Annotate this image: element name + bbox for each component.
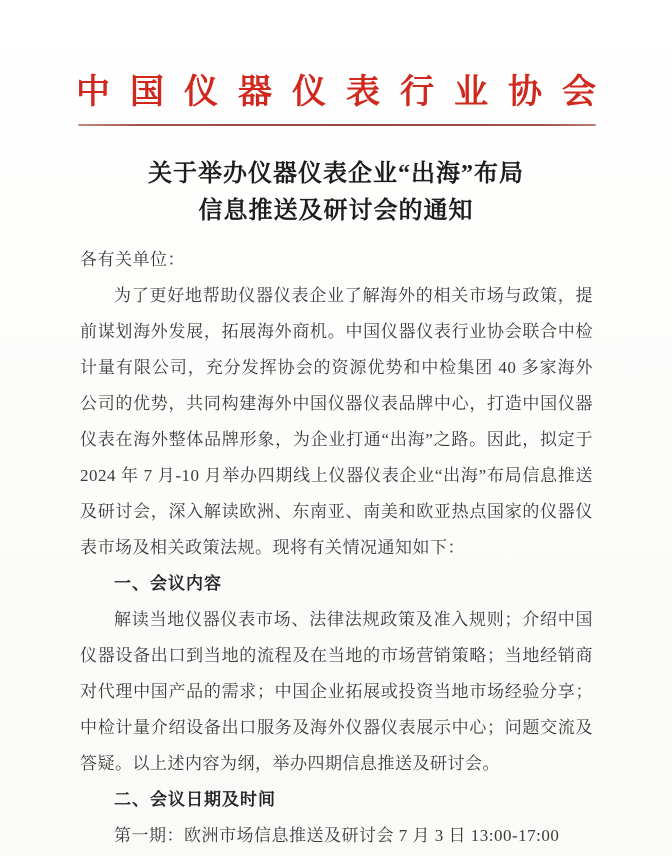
notice-title-line1: 关于举办仪器仪表企业“出海”布局 <box>148 161 524 187</box>
section-2-heading: 二、会议日期及时间 <box>114 790 276 809</box>
org-title: 中国仪器仪表行业协会 <box>76 74 616 111</box>
salutation: 各有关单位： <box>80 250 185 269</box>
intro-paragraph: 为了更好地帮助仪器仪表企业了解海外的相关市场与政策，提前谋划海外发展，拓展海外商机。中国仪器仪表行业协会联合中检计量有限公司，充分发挥协会的资源优势和中检集团 40 多家海外公司的优势，共同构建海外中国仪器仪表品牌中心，打造中国仪器仪表在海外整体品牌形象，为企业打通“出海”之路。因此，拟定于 2024 年 7 月-10 月举办四期线上仪器仪表企业“出海”布局信息推送及研讨会，深入解读欧洲、东南亚、南美和欧亚热点国家的仪器仪表市场及相关政策法规。现将有关情况通知如下： <box>80 286 593 557</box>
session-1-item: 第一期：欧洲市场信息推送及研讨会 7 月 3 日 13:00-17:00 <box>114 826 560 845</box>
section-1-heading: 一、会议内容 <box>114 574 222 593</box>
section-1-paragraph: 解读当地仪器仪表市场、法律法规政策及准入规则；介绍中国仪器设备出口到当地的流程及在当地的市场营销策略；当地经销商对代理中国产品的需求；中国企业拓展或投资当地市场经验分享；中检计量介绍设备出口服务及海外仪器仪表展示中心；问题交流及答疑。以上述内容为纲，举办四期信息推送及研讨会。 <box>80 610 593 773</box>
document-body <box>80 242 593 854</box>
notice-title <box>0 156 672 230</box>
header-divider <box>78 124 596 126</box>
notice-title-line2: 信息推送及研讨会的通知 <box>198 198 474 224</box>
